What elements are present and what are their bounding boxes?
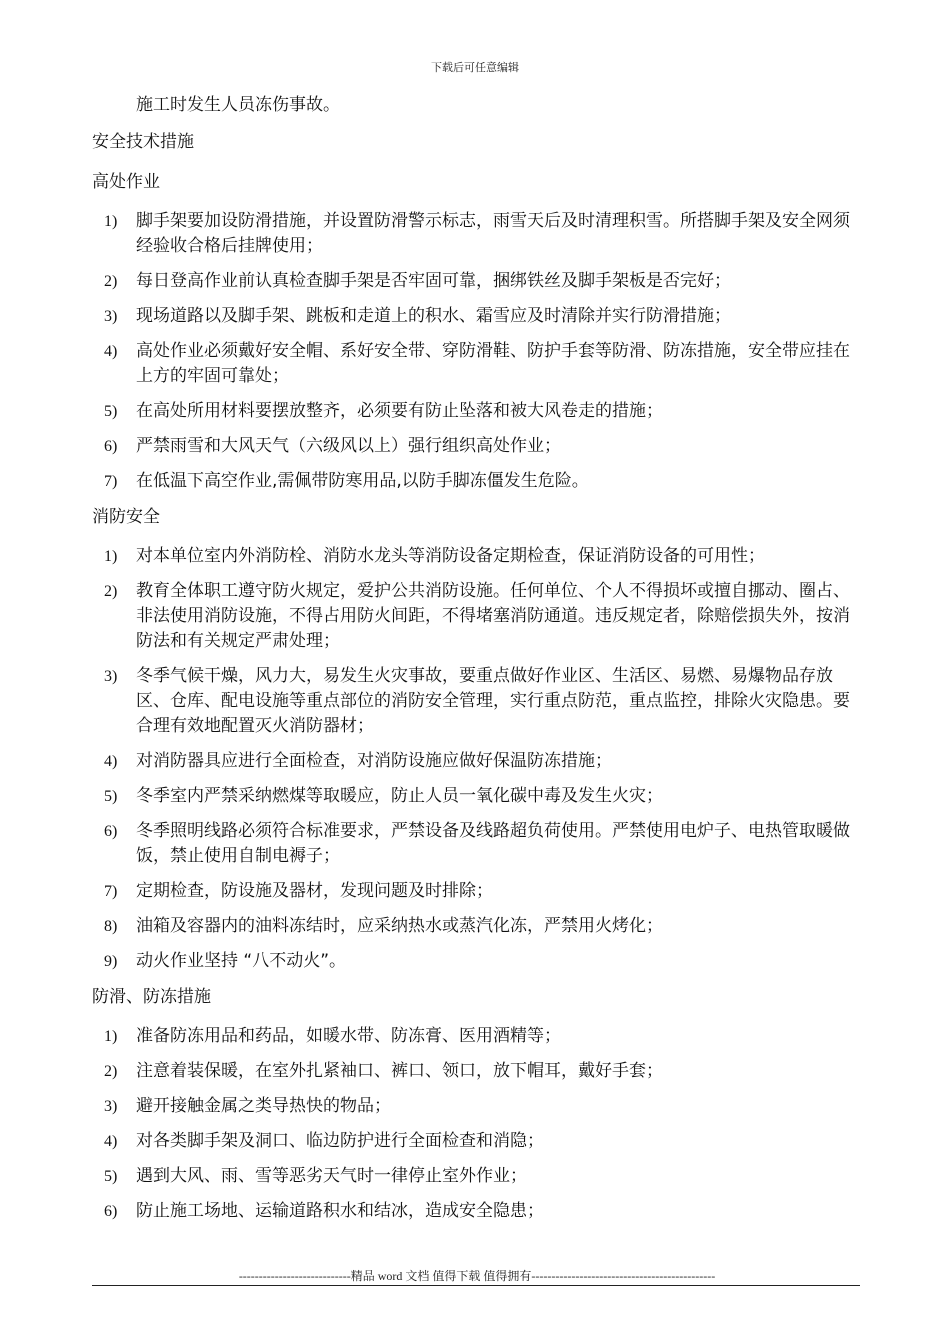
section-title: 消防安全: [92, 507, 160, 527]
list-item: [92, 399, 862, 424]
item-number: 6): [104, 823, 118, 840]
list-item: [92, 949, 862, 974]
list-item: [92, 784, 862, 809]
continuation-line: 施工时发生人员冻伤事故。: [136, 95, 340, 115]
list-item: [92, 339, 862, 389]
list-item: [92, 269, 862, 294]
item-number: 9): [104, 953, 118, 970]
item-text: 冬季照明线路必须符合标准要求，严禁设备及线路超负荷使用。严禁使用电炉子、电热管取暖做饭，禁止使用自制电褥子；: [136, 821, 850, 866]
section-fire-safety: [92, 504, 862, 974]
document-body: [92, 92, 862, 1234]
list-item: [92, 879, 862, 904]
list-item: [92, 544, 862, 569]
page-footer: ----------------------------精品 word 文档 值得下载 值得拥有----------------------------------------------: [238, 1269, 716, 1283]
item-number: 2): [104, 1063, 118, 1080]
list-item: [92, 1129, 862, 1154]
item-number: 1): [104, 213, 118, 230]
item-number: 6): [104, 1203, 118, 1220]
item-text: 教育全体职工遵守防火规定，爱护公共消防设施。任何单位、个人不得损坏或擅自挪动、圈占、非法使用消防设施，不得占用防火间距，不得堵塞消防通道。违反规定者，除赔偿损失外，按消防法和有关规定严肃处理；: [136, 581, 850, 651]
list-item: [92, 1094, 862, 1119]
item-text: 对各类脚手架及洞口、临边防护进行全面检查和消隐；: [136, 1131, 544, 1151]
list-item: [92, 1199, 862, 1224]
item-text: 注意着装保暖，在室外扎紧袖口、裤口、领口，放下帽耳，戴好手套；: [136, 1061, 663, 1081]
item-number: 2): [104, 273, 118, 290]
item-number: 2): [104, 583, 118, 600]
item-text: 每日登高作业前认真检查脚手架是否牢固可靠，捆绑铁丝及脚手架板是否完好；: [136, 271, 731, 291]
item-text: 防止施工场地、运输道路积水和结冰，造成安全隐患；: [136, 1201, 544, 1221]
item-text: 在高处所用材料要摆放整齐，必须要有防止坠落和被大风卷走的措施；: [136, 401, 663, 421]
item-text: 避开接触金属之类导热快的物品；: [136, 1096, 391, 1116]
item-text: 定期检查，防设施及器材，发现问题及时排除；: [136, 881, 493, 901]
list-item: [92, 209, 862, 259]
list-item: [92, 664, 862, 739]
item-number: 4): [104, 753, 118, 770]
item-number: 3): [104, 668, 118, 685]
section-title: 防滑、防冻措施: [92, 987, 211, 1007]
item-text: 高处作业必须戴好安全帽、系好安全带、穿防滑鞋、防护手套等防滑、防冻措施，安全带应挂在上方的牢固可靠处；: [136, 341, 850, 386]
item-text: 遇到大风、雨、雪等恶劣天气时一律停止室外作业；: [136, 1166, 527, 1186]
item-text: 冬季气候干燥，风力大，易发生火灾事故，要重点做好作业区、生活区、易燃、易爆物品存放区、仓库、配电设施等重点部位的消防安全管理，实行重点防范，重点监控，排除火灾隐患。要合理有效地配置灭火消防器材；: [136, 666, 850, 736]
item-text: 动火作业坚持 “八不动火”。: [136, 951, 347, 971]
item-number: 4): [104, 1133, 118, 1150]
item-number: 1): [104, 548, 118, 565]
item-text: 严禁雨雪和大风天气（六级风以上）强行组织高处作业；: [136, 436, 561, 456]
item-text: 对消防器具应进行全面检查，对消防设施应做好保温防冻措施；: [136, 751, 612, 771]
section-high-altitude: [92, 169, 862, 494]
item-number: 6): [104, 438, 118, 455]
item-text: 在低温下高空作业,需佩带防寒用品,以防手脚冻僵发生危险。: [136, 471, 589, 491]
item-number: 3): [104, 1098, 118, 1115]
section-anti-slip-freeze: [92, 984, 862, 1224]
item-number: 7): [104, 473, 118, 490]
item-number: 5): [104, 1168, 118, 1185]
list-item: [92, 469, 862, 494]
list-item: [92, 1024, 862, 1049]
main-heading: 安全技术措施: [92, 132, 194, 152]
section-title: 高处作业: [92, 172, 160, 192]
item-number: 1): [104, 1028, 118, 1045]
item-text: 准备防冻用品和药品，如暖水带、防冻膏、医用酒精等；: [136, 1026, 561, 1046]
item-list: [92, 209, 862, 494]
list-item: [92, 749, 862, 774]
page-header: 下载后可任意编辑: [431, 61, 519, 74]
item-number: 7): [104, 883, 118, 900]
list-item: [92, 819, 862, 869]
item-number: 5): [104, 403, 118, 420]
item-number: 5): [104, 788, 118, 805]
item-number: 4): [104, 343, 118, 360]
item-text: 冬季室内严禁采纳燃煤等取暖应，防止人员一氧化碳中毒及发生火灾；: [136, 786, 663, 806]
item-text: 现场道路以及脚手架、跳板和走道上的积水、霜雪应及时清除并实行防滑措施；: [136, 306, 731, 326]
list-item: [92, 304, 862, 329]
item-text: 对本单位室内外消防栓、消防水龙头等消防设备定期检查，保证消防设备的可用性；: [136, 546, 765, 566]
item-list: [92, 544, 862, 974]
list-item: [92, 434, 862, 459]
list-item: [92, 579, 862, 654]
item-list: [92, 1024, 862, 1224]
item-number: 3): [104, 308, 118, 325]
item-text: 脚手架要加设防滑措施，并设置防滑警示标志，雨雪天后及时清理积雪。所搭脚手架及安全网须经验收合格后挂牌使用；: [136, 211, 850, 256]
list-item: [92, 914, 862, 939]
list-item: [92, 1059, 862, 1084]
list-item: [92, 1164, 862, 1189]
footer-rule: [92, 1285, 860, 1286]
item-number: 8): [104, 918, 118, 935]
item-text: 油箱及容器内的油料冻结时，应采纳热水或蒸汽化冻，严禁用火烤化；: [136, 916, 663, 936]
